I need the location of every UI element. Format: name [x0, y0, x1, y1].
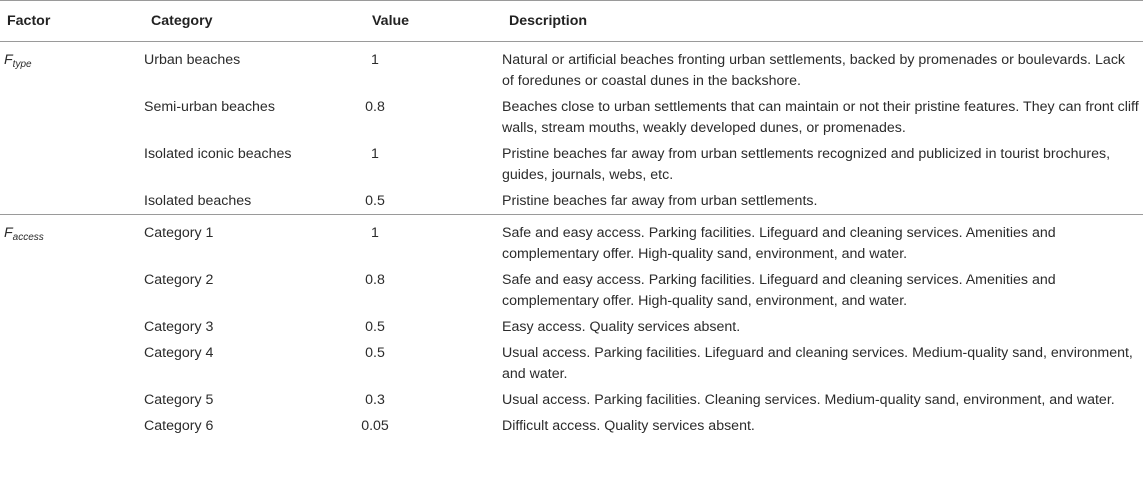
- factor-cell: [0, 42, 144, 95]
- factor-cell: [0, 314, 144, 340]
- table-row: [0, 188, 1143, 215]
- table-row: [0, 314, 1143, 340]
- value-cell: 0.8: [365, 272, 385, 288]
- value-cell: 0.8: [365, 99, 385, 115]
- value-cell: 1: [371, 52, 379, 68]
- factor-cell: [0, 94, 144, 141]
- description-cell: Easy access. Quality services absent.: [502, 319, 741, 335]
- category-cell: Category 3: [144, 319, 214, 335]
- table-row: [0, 141, 1143, 188]
- value-cell: 0.05: [361, 418, 389, 434]
- description-cell: Usual access. Parking facilities. Lifeguard and cleaning services. Medium-quality sand, environment, and water.: [502, 345, 1133, 382]
- header-factor: Factor: [0, 1, 144, 42]
- category-cell: Category 5: [144, 392, 214, 408]
- category-cell: Isolated beaches: [144, 193, 252, 209]
- value-cell: 0.5: [365, 193, 385, 209]
- factor-cell: [0, 215, 144, 268]
- factor-symbol: [4, 52, 32, 68]
- header-value: Value: [358, 1, 502, 42]
- table-row: [0, 215, 1143, 268]
- header-description: Description: [502, 1, 1143, 42]
- description-cell: Difficult access. Quality services absent.: [502, 418, 755, 434]
- description-cell: Pristine beaches far away from urban settlements.: [502, 193, 818, 209]
- factor-symbol-base: F: [4, 225, 13, 241]
- factor-symbol-subscript: type: [12, 59, 32, 70]
- category-cell: Semi-urban beaches: [144, 99, 275, 115]
- value-cell: 1: [358, 215, 502, 268]
- factor-cell: [0, 387, 144, 413]
- factor-cell: [0, 141, 144, 188]
- factor-cell: [0, 340, 144, 387]
- factor-cell: [0, 188, 144, 215]
- category-cell: Category 2: [144, 272, 214, 288]
- table-row: [0, 387, 1143, 413]
- description-cell: Usual access. Parking facilities. Cleaning services. Medium-quality sand, environment, and water.: [502, 392, 1115, 408]
- category-cell: Category 4: [144, 345, 214, 361]
- category-cell: Urban beaches: [144, 52, 241, 68]
- value-cell: 1: [371, 146, 379, 162]
- factor-cell: [0, 413, 144, 439]
- header-category: Category: [144, 1, 358, 42]
- category-cell: Category 6: [144, 418, 214, 434]
- description-cell: Safe and easy access. Parking facilities. Lifeguard and cleaning services. Amenities and complementary offer. High-quality sand, environment, and water.: [502, 215, 1143, 268]
- description-cell: Pristine beaches far away from urban settlements recognized and publicized in tourist brochures, guides, journals, webs, etc.: [502, 146, 1111, 183]
- table-body: [0, 42, 1143, 440]
- table-row: [0, 94, 1143, 141]
- table-header: [0, 1, 1143, 42]
- value-cell: 0.5: [365, 345, 385, 361]
- category-cell: Isolated iconic beaches: [144, 146, 292, 162]
- description-cell: Natural or artificial beaches fronting urban settlements, backed by promenades or boulevards. Lack of foredunes or coastal dunes in the backshore.: [502, 52, 1126, 89]
- table-row: [0, 42, 1143, 95]
- table-row: [0, 340, 1143, 387]
- description-cell: Beaches close to urban settlements that can maintain or not their pristine features. They can front cliff walls, stream mouths, weakly developed dunes, or promenades.: [502, 99, 1139, 136]
- value-cell: 0.3: [365, 392, 385, 408]
- factor-symbol-subscript: access: [12, 232, 44, 243]
- factor-symbol: [4, 225, 44, 241]
- category-cell: Category 1: [144, 215, 358, 268]
- table-row: [0, 413, 1143, 439]
- factor-symbol-base: F: [4, 52, 13, 68]
- description-cell: Safe and easy access. Parking facilities. Lifeguard and cleaning services. Amenities and complementary offer. High-quality sand, environment, and water.: [502, 272, 1056, 309]
- factor-cell: [0, 267, 144, 314]
- value-cell: 0.5: [365, 319, 385, 335]
- table-row: [0, 267, 1143, 314]
